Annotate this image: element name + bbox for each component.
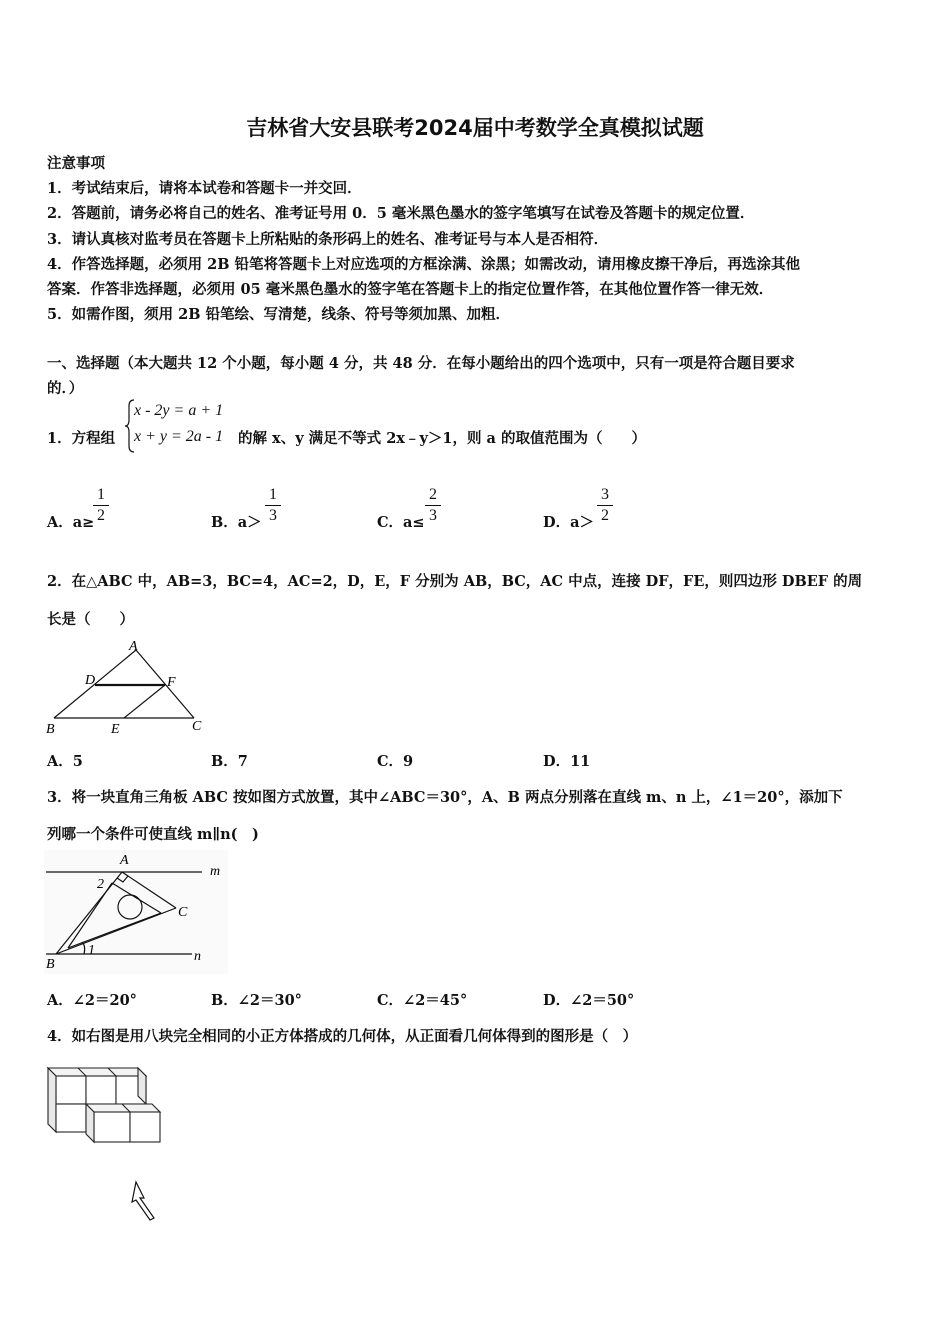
q3-option-c: C．∠2＝45° — [377, 992, 468, 1009]
q2-label-c: C — [192, 719, 202, 734]
q1-equation-2: x + y = 2a - 1 — [134, 428, 224, 445]
section-heading: 一、选择题（本大题共 12 个小题，每小题 4 分，共 48 分．在每小题给出的四个选项中，只有一项是符合题目要求 — [47, 355, 795, 372]
q3-label-1: 1 — [88, 943, 95, 958]
q3-label-m: m — [210, 864, 221, 879]
q2-label-b: B — [46, 722, 55, 737]
q1-equation-1: x - 2y = a + 1 — [134, 402, 224, 419]
q3-label-a: A — [120, 853, 129, 868]
q3-label-n: n — [194, 949, 201, 964]
section-heading-cont: 的．） — [47, 380, 84, 397]
q2-option-d: D．11 — [543, 753, 591, 770]
q2-option-a: A．5 — [47, 753, 83, 770]
q3-option-d: D．∠2＝50° — [543, 992, 635, 1009]
q1-option-b-fraction: 1 3 — [265, 486, 281, 525]
notice-item: 1．考试结束后，请将本试卷和答题卡一并交回． — [47, 180, 362, 197]
q1-option-a: A．a≥ — [47, 514, 95, 531]
notice-item: 3．请认真核对监考员在答题卡上所粘贴的条形码上的姓名、准考证号与本人是否相符． — [47, 231, 609, 248]
q1-option-d-fraction: 3 2 — [597, 486, 613, 525]
q1-suffix: 的解 x、y 满足不等式 2x﹣y＞1，则 a 的取值范围为（ ） — [238, 430, 646, 447]
q2-label-f: F — [167, 675, 176, 690]
q3-option-b: B．∠2＝30° — [211, 992, 302, 1009]
q4-text: 4．如右图是用八块完全相同的小正方体搭成的几何体，从正面看几何体得到的图形是（ ） — [47, 1028, 638, 1045]
q2-label-a: A — [129, 639, 138, 654]
notice-item: 答案．作答非选择题，必须用 05 毫米黑色墨水的签字笔在答题卡上的指定位置作答，在其他位置作答一律无效． — [47, 281, 774, 298]
q3-label-c: C — [178, 905, 188, 920]
q2-text-cont: 长是（ ） — [47, 611, 134, 628]
q2-label-e: E — [111, 722, 120, 737]
q3-text-cont: 列哪一个条件可使直线 m∥n( ) — [47, 826, 259, 843]
q2-label-d: D — [85, 673, 96, 688]
notice-heading: 注意事项 — [47, 155, 105, 172]
q2-triangle-figure — [44, 636, 214, 740]
notice-item: 4．作答选择题，必须用 2B 铅笔将答题卡上对应选项的方框涂满、涂黑；如需改动，请用橡皮擦干净后，再选涂其他 — [47, 256, 801, 273]
q1-option-b: B．a＞ — [211, 514, 262, 531]
q3-set-square-figure — [44, 850, 228, 974]
q3-option-a: A．∠2＝20° — [47, 992, 137, 1009]
q1-option-a-fraction: 1 2 — [93, 486, 109, 525]
q4-cube-figure — [40, 1058, 170, 1226]
page-title: 吉林省大安县联考2024届中考数学全真模拟试题 — [246, 116, 704, 140]
q1-prefix: 1．方程组 — [47, 430, 116, 447]
q3-text: 3．将一块直角三角板 ABC 按如图方式放置，其中∠ABC＝30°，A、B 两点分别落在直线 m、n 上，∠1＝20°，添加下 — [47, 789, 843, 806]
q1-option-c-fraction: 2 3 — [425, 486, 441, 525]
q3-label-b: B — [46, 957, 55, 972]
q2-text: 2．在△ABC 中，AB=3，BC=4，AC=2，D，E，F 分别为 AB，BC，AC 中点，连接 DF，FE，则四边形 DBEF 的周 — [47, 573, 863, 590]
q4-view-arrow-icon — [132, 1182, 154, 1220]
q1-option-d: D．a＞ — [543, 514, 594, 531]
q2-option-c: C．9 — [377, 753, 414, 770]
q1-option-c: C．a≤ — [377, 514, 425, 531]
q2-segment-fe — [124, 685, 165, 718]
q3-label-2: 2 — [97, 877, 104, 892]
notice-item: 2．答题前，请务必将自己的姓名、准考证号用 0．5 毫米黑色墨水的签字笔填写在试卷及答题卡的规定位置． — [47, 205, 755, 222]
notice-item: 5．如需作图，须用 2B 铅笔绘、写清楚，线条、符号等须加黑、加粗． — [47, 306, 511, 323]
q2-option-b: B．7 — [211, 753, 248, 770]
